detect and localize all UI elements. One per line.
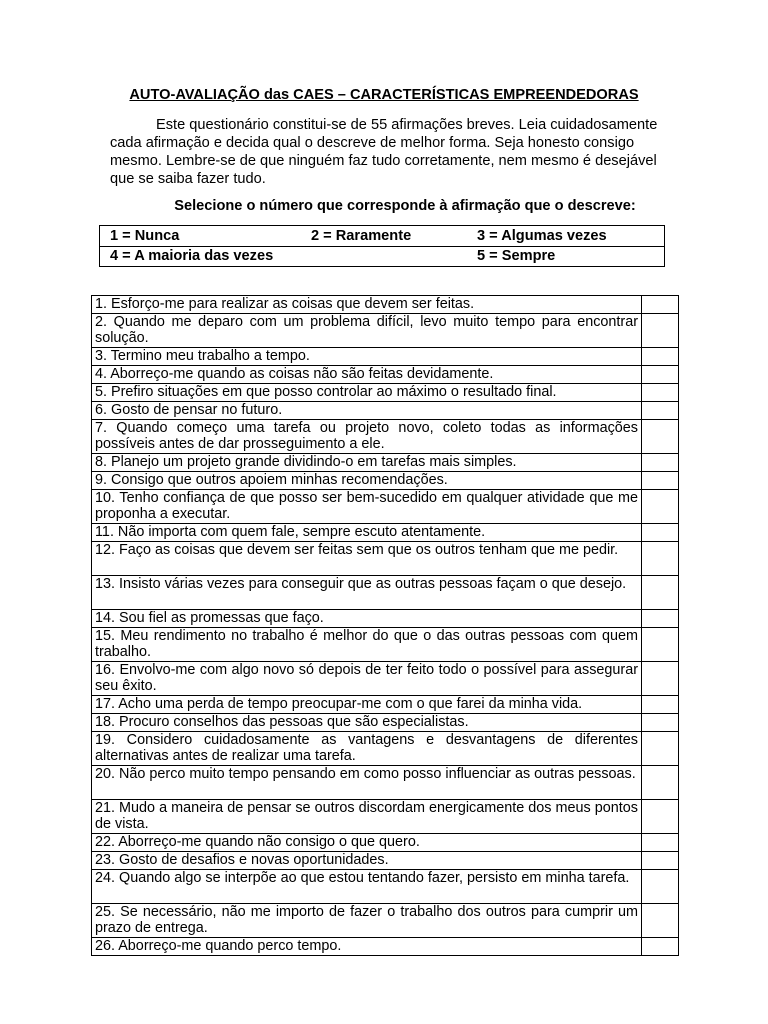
intro-paragraph: Este questionário constitui-se de 55 afirmações breves. Leia cuidadosamente cada afirmação e decida qual o descreve de melhor forma. Seja honesto consigo mesmo. Lembre-se de que ninguém faz tudo corretamente, nem mesmo é desejável que se saiba fazer tudo. <box>110 117 658 187</box>
question-text: 16. Envolvo-me com algo novo só depois de ter feito todo o possível para assegurar seu êxito. <box>92 662 642 696</box>
answer-cell[interactable] <box>642 610 679 628</box>
answer-cell[interactable] <box>642 314 679 348</box>
question-text: 2. Quando me deparo com um problema difícil, levo muito tempo para encontrar solução. <box>92 314 642 348</box>
answer-cell[interactable] <box>642 542 679 576</box>
question-row <box>92 714 679 732</box>
answer-cell[interactable] <box>642 384 679 402</box>
question-row <box>92 576 679 610</box>
answer-cell[interactable] <box>642 628 679 662</box>
question-row <box>92 296 679 314</box>
question-text: 14. Sou fiel as promessas que faço. <box>92 610 642 628</box>
scale-row-1 <box>100 226 664 247</box>
scale-option-1: 1 = Nunca <box>110 228 180 244</box>
answer-cell[interactable] <box>642 800 679 834</box>
answer-cell[interactable] <box>642 662 679 696</box>
answer-cell[interactable] <box>642 904 679 938</box>
question-text: 22. Aborreço-me quando não consigo o que quero. <box>92 834 642 852</box>
question-row <box>92 834 679 852</box>
question-row <box>92 366 679 384</box>
answer-cell[interactable] <box>642 732 679 766</box>
answer-cell[interactable] <box>642 348 679 366</box>
question-row <box>92 800 679 834</box>
rating-scale-legend <box>99 225 665 267</box>
question-text: 18. Procuro conselhos das pessoas que são especialistas. <box>92 714 642 732</box>
question-row <box>92 490 679 524</box>
question-text: 11. Não importa com quem fale, sempre escuto atentamente. <box>92 524 642 542</box>
question-text: 7. Quando começo uma tarefa ou projeto novo, coleto todas as informações possíveis antes de dar prosseguimento a ele. <box>92 420 642 454</box>
question-text: 25. Se necessário, não me importo de fazer o trabalho dos outros para cumprir um prazo de entrega. <box>92 904 642 938</box>
scale-option-2: 2 = Raramente <box>311 228 412 244</box>
question-row <box>92 628 679 662</box>
question-text: 9. Consigo que outros apoiem minhas recomendações. <box>92 472 642 490</box>
question-text: 19. Considero cuidadosamente as vantagens e desvantagens de diferentes alternativas antes de realizar uma tarefa. <box>92 732 642 766</box>
question-row <box>92 542 679 576</box>
answer-cell[interactable] <box>642 490 679 524</box>
question-row <box>92 454 679 472</box>
question-text: 1. Esforço-me para realizar as coisas que devem ser feitas. <box>92 296 642 314</box>
question-text: 10. Tenho confiança de que posso ser bem-sucedido em qualquer atividade que me proponha a executar. <box>92 490 642 524</box>
answer-cell[interactable] <box>642 524 679 542</box>
question-text: 12. Faço as coisas que devem ser feitas sem que os outros tenham que me pedir. <box>92 542 642 576</box>
answer-cell[interactable] <box>642 366 679 384</box>
answer-cell[interactable] <box>642 870 679 904</box>
question-row <box>92 662 679 696</box>
question-row <box>92 852 679 870</box>
question-text: 6. Gosto de pensar no futuro. <box>92 402 642 420</box>
question-row <box>92 348 679 366</box>
instruction-text: Selecione o número que corresponde à afirmação que o descreve: <box>174 198 636 214</box>
question-text: 23. Gosto de desafios e novas oportunidades. <box>92 852 642 870</box>
question-text: 3. Termino meu trabalho a tempo. <box>92 348 642 366</box>
answer-cell[interactable] <box>642 472 679 490</box>
questionnaire-table <box>91 295 679 956</box>
answer-cell[interactable] <box>642 834 679 852</box>
answer-cell[interactable] <box>642 454 679 472</box>
question-row <box>92 904 679 938</box>
scale-option-4: 4 = A maioria das vezes <box>110 248 274 264</box>
answer-cell[interactable] <box>642 696 679 714</box>
question-row <box>92 314 679 348</box>
question-row <box>92 610 679 628</box>
question-text: 5. Prefiro situações em que posso controlar ao máximo o resultado final. <box>92 384 642 402</box>
question-row <box>92 420 679 454</box>
answer-cell[interactable] <box>642 938 679 956</box>
question-row <box>92 402 679 420</box>
question-row <box>92 938 679 956</box>
question-text: 17. Acho uma perda de tempo preocupar-me com o que farei da minha vida. <box>92 696 642 714</box>
question-text: 21. Mudo a maneira de pensar se outros discordam energicamente dos meus pontos de vista. <box>92 800 642 834</box>
question-text: 15. Meu rendimento no trabalho é melhor do que o das outras pessoas com quem trabalho. <box>92 628 642 662</box>
answer-cell[interactable] <box>642 714 679 732</box>
question-row <box>92 732 679 766</box>
question-row <box>92 472 679 490</box>
question-row <box>92 766 679 800</box>
answer-cell[interactable] <box>642 420 679 454</box>
question-text: 8. Planejo um projeto grande dividindo-o em tarefas mais simples. <box>92 454 642 472</box>
answer-cell[interactable] <box>642 402 679 420</box>
question-row <box>92 696 679 714</box>
question-row <box>92 384 679 402</box>
answer-cell[interactable] <box>642 766 679 800</box>
question-text: 26. Aborreço-me quando perco tempo. <box>92 938 642 956</box>
scale-option-5: 5 = Sempre <box>477 248 556 264</box>
answer-cell[interactable] <box>642 852 679 870</box>
question-text: 13. Insisto várias vezes para conseguir que as outras pessoas façam o que desejo. <box>92 576 642 610</box>
question-row <box>92 870 679 904</box>
question-row <box>92 524 679 542</box>
answer-cell[interactable] <box>642 296 679 314</box>
scale-option-3: 3 = Algumas vezes <box>477 228 607 244</box>
answer-cell[interactable] <box>642 576 679 610</box>
question-text: 20. Não perco muito tempo pensando em como posso influenciar as outras pessoas. <box>92 766 642 800</box>
scale-row-2 <box>100 246 664 266</box>
question-text: 4. Aborreço-me quando as coisas não são feitas devidamente. <box>92 366 642 384</box>
question-text: 24. Quando algo se interpõe ao que estou tentando fazer, persisto em minha tarefa. <box>92 870 642 904</box>
document-title: AUTO-AVALIAÇÃO das CAES – CARACTERÍSTICAS EMPREENDEDORAS <box>129 87 639 103</box>
